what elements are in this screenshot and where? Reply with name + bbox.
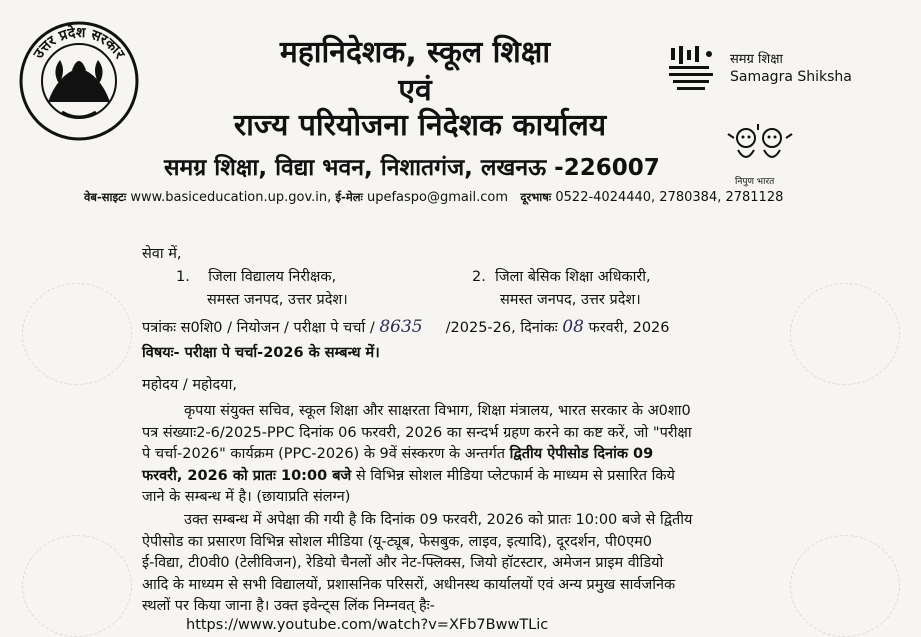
email-link[interactable]: upefaspo@gmail.com — [366, 190, 508, 205]
office-address: समग्र शिक्षा, विद्या भवन, निशातगंज, लखनऊ -226007 — [164, 155, 660, 181]
reference-date: फरवरी, 2026 — [588, 320, 670, 336]
recipient-2-line2: समस्त जनपद, उत्तर प्रदेश। — [500, 292, 641, 308]
paragraph-2-line: ऐपीसोड का प्रसारण विभिन्न सोशल मीडिया (यू-ट्यूब, फेसबुक, लाइव, इत्यादि), दूरदर्शन, पी0एम0 — [142, 533, 652, 550]
paragraph-2 — [142, 510, 786, 618]
salutation: महोदय / महोदया, — [142, 377, 237, 393]
samagra-shiksha-hindi: समग्र शिक्षा — [730, 52, 783, 67]
recipient-1-line1: 1. जिला विद्यालय निरीक्षक, — [176, 269, 337, 285]
office-title-line3: राज्य परियोजना निदेशक कार्यालय — [233, 108, 607, 143]
samagra-shiksha-logo-icon — [665, 44, 721, 94]
paragraph-1-line: पत्र संख्याः2-6/2025-PPC दिनांक 06 फरवरी, 2026 का सन्दर्भ ग्रहण करने का कष्ट करें, जो "परीक्षा — [142, 424, 692, 441]
paragraph-1-line: पे चर्चा-2026" कार्यक्रम (PPC-2026) के 9वें संस्करण के अन्तर्गत द्वितीय ऐपीसोड दिनांक 09 — [142, 446, 654, 463]
paragraph-2-line: उक्त सम्बन्ध में अपेक्षा की गयी है कि दिनांक 09 फरवरी, 2026 को प्रातः 10:00 बजे से द्वितीय — [184, 512, 693, 528]
subject-line: विषयः- परीक्षा पे चर्चा-2026 के सम्बन्ध में। — [142, 345, 380, 361]
faint-stamp — [790, 283, 900, 385]
recipient-2-line1: 2. जिला बेसिक शिक्षा अधिकारी, — [472, 269, 651, 285]
emblem-text: उत्तर प्रदेश सरकार — [30, 24, 128, 62]
up-government-emblem — [18, 20, 140, 142]
paragraph-2-line: आदि के माध्यम से सभी विद्यालयों, प्रशासनिक परिसरों, अधीनस्थ कार्यालयों एवं अन्य प्रमुख सार्वजनिक — [142, 576, 676, 593]
recipient-1-line2: समस्त जनपद, उत्तर प्रदेश। — [207, 292, 348, 308]
paragraph-1-line: कृपया संयुक्त सचिव, स्कूल शिक्षा और साक्षरता विभाग, शिक्षा मंत्रालय, भारत सरकार के अ0शा0 — [184, 403, 691, 419]
website-link[interactable]: www.basiceducation.up.gov.in, — [130, 190, 332, 205]
reference-line — [142, 317, 670, 337]
contact-line — [84, 190, 783, 205]
faint-stamp — [790, 535, 900, 637]
nipun-bharat-label: निपुण भारत — [735, 177, 775, 187]
paragraph-1-line: फरवरी, 2026 को प्रातः 10:00 बजे से विभिन्न सोशल मीडिया प्लेटफार्म के माध्यम से प्रसारित किये — [142, 467, 675, 484]
phone-label: दूरभाषः — [520, 190, 552, 204]
paragraph-2-line: ई-विद्या, टी0वी0 (टेलीविजन), रेडियो चैनलों और नेट-फ्लिक्स, जियो हॉटस्टार, अमेजन प्राइम वीडियो — [142, 555, 664, 572]
reference-suffix: /2025-26, दिनांकः — [445, 320, 558, 336]
website-label: वेब-साइटः — [84, 190, 127, 204]
youtube-link[interactable]: https://www.youtube.com/watch?v=XFb7BwwTLic — [186, 617, 549, 633]
office-title-line2: एवं — [398, 73, 432, 108]
email-label: ई-मेलः — [335, 190, 363, 204]
phone-numbers: 0522-4024440, 2780384, 2781128 — [555, 190, 784, 205]
office-title-line1: महानिदेशक, स्कूल शिक्षा — [279, 35, 551, 70]
faint-stamp — [22, 535, 132, 637]
reference-number-handwritten: 8635 — [379, 317, 423, 337]
reference-day-handwritten: 08 — [562, 317, 584, 337]
paragraph-1-line: जाने के सम्बन्ध में है। (छायाप्रति संलग्न) — [142, 489, 351, 506]
to-label: सेवा में, — [142, 246, 182, 262]
nipun-bharat-logo-icon — [718, 120, 802, 172]
samagra-shiksha-english: Samagra Shiksha — [730, 69, 852, 85]
reference-prefix: पत्रांकः स0शि0 / नियोजन / परीक्षा पे चर्चा / — [142, 320, 375, 336]
paragraph-1 — [142, 401, 786, 509]
faint-stamp — [22, 283, 132, 385]
paragraph-2-line: स्थलों पर किया जाना है। उक्त इवेन्ट्स लिंक निम्नवत् हैः- — [142, 598, 435, 615]
